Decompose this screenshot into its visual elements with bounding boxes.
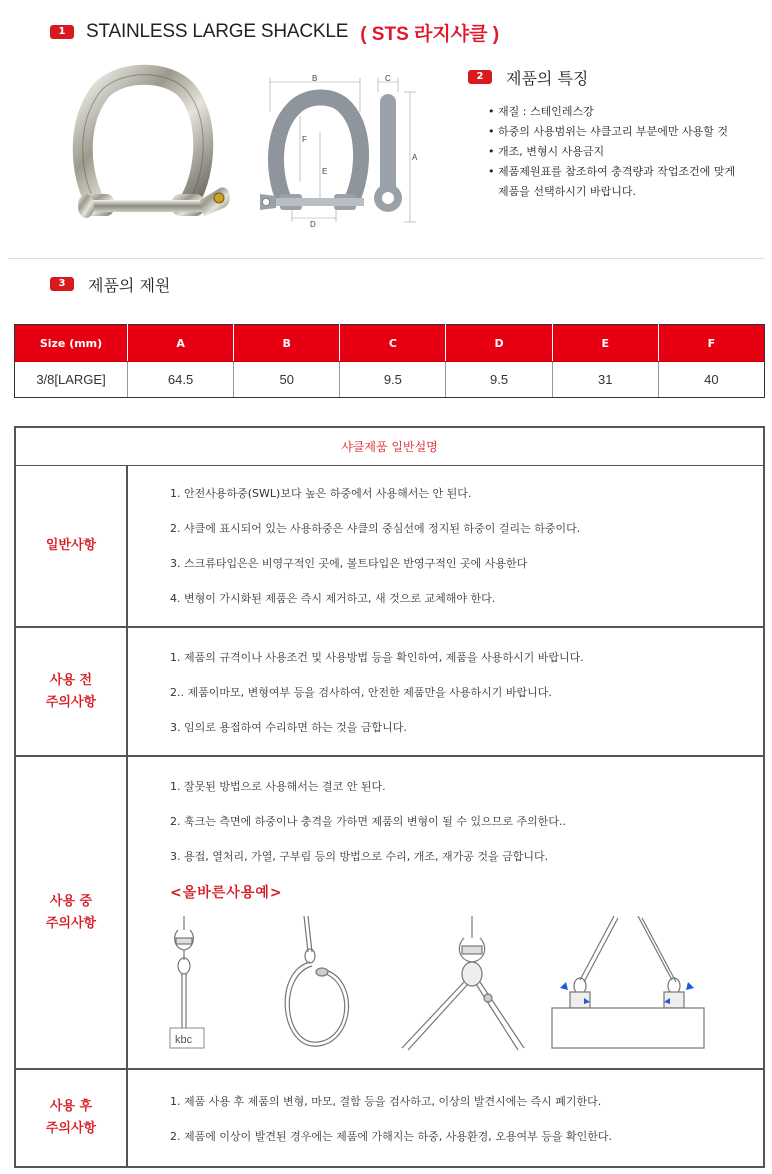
illustration-vertical-lift <box>156 916 256 1052</box>
guide-item: 4. 변형이 가시화된 제품은 즉시 제거하고, 새 것으로 교체해야 한다. <box>170 592 496 605</box>
guide-label-before-use: 사용 전 주의사항 <box>16 628 128 755</box>
usage-guide <box>14 426 765 1168</box>
spec-section-title <box>50 272 170 296</box>
feature-item: • 제품제원표를 참조하여 충격량과 작업조건에 맞게 <box>488 162 768 182</box>
section-badge-1: 1 <box>50 25 74 39</box>
feature-item-continued: 제품을 선택하시기 바랍니다. <box>498 185 637 198</box>
guide-item: 3. 용접, 열처리, 가열, 구부림 등의 방법으로 수리, 개조, 재가공 것을 금합니다. <box>170 850 549 863</box>
dim-label-f: F <box>302 135 307 144</box>
spec-header-e: E <box>552 325 658 362</box>
shackle-photo <box>72 62 232 232</box>
product-features <box>468 66 768 202</box>
guide-item: 2. 제품에 이상이 발견된 경우에는 제품에 가해지는 하중, 사용환경, 오용여부 등을 확인한다. <box>170 1130 612 1143</box>
correct-usage-illustrations <box>156 916 763 1052</box>
spec-cell-f: 40 <box>658 362 764 398</box>
dim-label-d: D <box>310 220 316 229</box>
guide-item: 2. 샤클에 표시되어 있는 사용하중은 샤클의 중심선에 정지된 하중이 걸리는 하중이다. <box>170 522 581 535</box>
divider <box>8 258 764 259</box>
guide-row-during-use <box>16 757 763 1070</box>
spec-cell-e: 31 <box>552 362 658 398</box>
spec-title: 제품의 제원 <box>88 275 171 295</box>
product-title <box>50 18 499 46</box>
illustration-two-leg-sling <box>392 916 532 1052</box>
guide-row-general <box>16 466 763 628</box>
dim-label-e: E <box>322 167 328 176</box>
spec-header-f: F <box>658 325 764 362</box>
product-title-en: STAINLESS LARGE SHACKLE <box>86 21 349 42</box>
spec-cell-d: 9.5 <box>446 362 552 398</box>
guide-title: 샤클제품 일반설명 <box>16 428 763 466</box>
guide-row-after-use <box>16 1070 763 1166</box>
spec-header-size: Size (mm) <box>15 325 128 362</box>
guide-item: 1. 잘못된 방법으로 사용해서는 결코 안 된다. <box>170 780 386 793</box>
spec-header-c: C <box>340 325 446 362</box>
spec-header-a: A <box>128 325 234 362</box>
guide-item: 1. 제품의 규격이나 사용조건 및 사용방법 등을 확인하여, 제품을 사용하시기 바랍니다. <box>170 651 584 664</box>
features-title: 제품의 특징 <box>506 68 589 88</box>
guide-label-during-use: 사용 중 주의사항 <box>16 757 128 1068</box>
guide-item: 3. 스크류타입은은 비영구적인 곳에, 볼트타입은 반영구적인 곳에 사용한다 <box>170 557 528 570</box>
dim-label-a: A <box>412 153 418 162</box>
guide-item: 2. 훅크는 측면에 하중이나 충격을 가하면 제품의 변형이 될 수 있으므로 주의한다.. <box>170 815 566 828</box>
spec-header-row <box>15 325 765 362</box>
section-badge-3: 3 <box>50 277 74 291</box>
product-title-ko: ( STS 라지샤클 ) <box>360 23 500 45</box>
weight-label: kbc <box>175 1034 193 1046</box>
feature-item: • 개조, 변형시 사용금지 <box>488 142 768 162</box>
spec-cell-size: 3/8[LARGE] <box>15 362 128 398</box>
guide-item: 1. 제품 사용 후 제품의 변형, 마모, 결함 등을 검사하고, 이상의 발견시에는 즉시 폐기한다. <box>170 1095 602 1108</box>
section-badge-2: 2 <box>468 70 492 84</box>
guide-label-after-use: 사용 후 주의사항 <box>16 1070 128 1166</box>
dim-label-b: B <box>312 74 318 83</box>
spec-data-row <box>15 362 765 398</box>
spec-cell-b: 50 <box>234 362 340 398</box>
feature-list <box>488 102 768 202</box>
illustration-plate-lift <box>550 916 710 1052</box>
spec-header-d: D <box>446 325 552 362</box>
guide-item: 2.. 제품이마모, 변형여부 등을 검사하여, 안전한 제품만을 사용하시기 바랍니다. <box>170 686 552 699</box>
guide-label-general: 일반사항 <box>16 466 128 626</box>
spec-cell-c: 9.5 <box>340 362 446 398</box>
feature-item: • 재질 : 스테인레스강 <box>488 102 768 122</box>
guide-row-before-use <box>16 628 763 757</box>
guide-item: 3. 임의로 용접하여 수리하면 하는 것을 금합니다. <box>170 721 407 734</box>
spec-table <box>14 324 765 398</box>
dim-label-c: C <box>385 74 391 83</box>
shackle-dimension-drawing <box>250 72 430 232</box>
guide-item: 1. 안전사용하중(SWL)보다 높은 하중에서 사용해서는 안 된다. <box>170 487 472 500</box>
correct-usage-title: <올바른사용예> <box>170 885 283 901</box>
feature-item: • 하중의 사용범위는 샤클고리 부분에만 사용할 것 <box>488 122 768 142</box>
spec-header-b: B <box>234 325 340 362</box>
spec-cell-a: 64.5 <box>128 362 234 398</box>
illustration-loop-choke <box>274 916 374 1052</box>
